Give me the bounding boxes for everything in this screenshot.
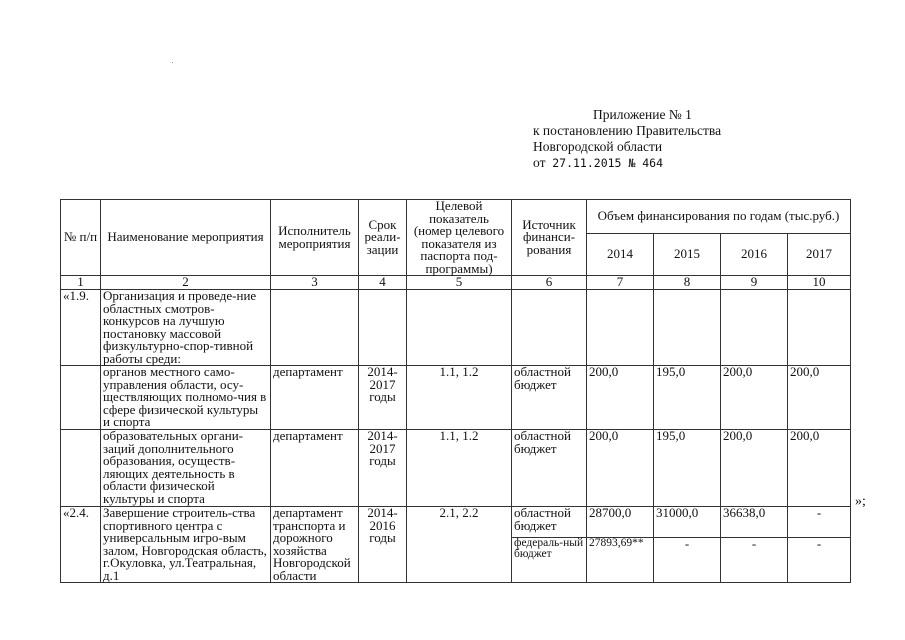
row-executor: департамент (271, 366, 359, 430)
row-num: «2.4. (61, 507, 101, 583)
row-y2016: 36638,0 (721, 507, 788, 538)
row-name: Организация и проведе-ние областных смотров-конкурсов на лучшую постановку массовой физкультурно-спор-тивной работы среди: (101, 290, 271, 366)
header-funding-group: Объем финансирования по годам (тыс.руб.) (587, 200, 851, 234)
col-number: 10 (788, 276, 851, 290)
row-y2014: 27893,69** (587, 537, 654, 582)
row-target: 1.1, 1.2 (407, 366, 512, 430)
row-source: областной бюджет (512, 366, 587, 430)
row-y2016: 200,0 (721, 430, 788, 507)
col-number: 9 (721, 276, 788, 290)
date-value: 27.11.2015 № 464 (552, 156, 664, 170)
row-name: Завершение строитель-ства спортивного центра с универсальным игро-вым залом, Новгородская область, г.Окуловка, ул.Театральная, д.1 (101, 507, 271, 583)
row-y2017: - (788, 537, 851, 582)
row-term: 2014-2016 годы (359, 507, 407, 583)
header-term: Срок реали-зации (359, 200, 407, 276)
row-y2015: 195,0 (654, 430, 721, 507)
row-y2014: 200,0 (587, 430, 654, 507)
header-year-2016: 2016 (721, 233, 788, 275)
row-target: 2.1, 2.2 (407, 507, 512, 583)
col-number: 2 (101, 276, 271, 290)
row-target: 1.1, 1.2 (407, 430, 512, 507)
appendix-region: Новгородской области (533, 139, 663, 154)
row-source: областной бюджет (512, 430, 587, 507)
appendix-resolution: к постановлению Правительства (533, 123, 722, 138)
col-number: 6 (512, 276, 587, 290)
row-term: 2014-2017 годы (359, 430, 407, 507)
col-number: 1 (61, 276, 101, 290)
col-number: 8 (654, 276, 721, 290)
header-source: Источник финанси-рования (512, 200, 587, 276)
col-number: 4 (359, 276, 407, 290)
row-source: федераль-ный бюджет (512, 537, 587, 582)
row-y2014: 200,0 (587, 366, 654, 430)
col-number: 7 (587, 276, 654, 290)
row-num: «1.9. (61, 290, 101, 366)
table-row (61, 290, 851, 366)
col-number: 5 (407, 276, 512, 290)
col-number: 3 (271, 276, 359, 290)
header-year-2017: 2017 (788, 233, 851, 275)
header-num: № п/п (61, 200, 101, 276)
appendix-title: Приложение № 1 (593, 107, 692, 122)
header-executor: Исполнитель мероприятия (271, 200, 359, 276)
row-executor: департамент (271, 430, 359, 507)
row-y2017: 200,0 (788, 430, 851, 507)
row-y2015: - (654, 537, 721, 582)
row-y2017: - (788, 507, 851, 538)
row-y2015: 31000,0 (654, 507, 721, 538)
appendix-date-line (533, 155, 721, 171)
table-row (61, 366, 851, 430)
header-year-2014: 2014 (587, 233, 654, 275)
row-name: органов местного само-управления области, осу-ществляющих полномо-чия в сфере физической культуры и спорта (101, 366, 271, 430)
row-y2015: 195,0 (654, 366, 721, 430)
appendix-header (533, 107, 721, 171)
table-row (61, 430, 851, 507)
closing-mark: »; (855, 494, 866, 509)
row-source: областной бюджет (512, 507, 587, 538)
row-y2016: - (721, 537, 788, 582)
table-row (61, 507, 851, 538)
row-y2014: 28700,0 (587, 507, 654, 538)
row-y2017: 200,0 (788, 366, 851, 430)
header-target: Целевой показатель (номер целевого показателя из паспорта под-программы) (407, 200, 512, 276)
scan-speck (172, 62, 173, 63)
funding-table (60, 199, 851, 583)
row-name: образовательных органи-заций дополнительного образования, осуществ-ляющих деятельность в области физической культуры и спорта (101, 430, 271, 507)
row-y2016: 200,0 (721, 366, 788, 430)
header-name: Наименование мероприятия (101, 200, 271, 276)
row-executor: департамент транспорта и дорожного хозяйства Новгородской области (271, 507, 359, 583)
date-prefix: от (533, 155, 546, 170)
header-year-2015: 2015 (654, 233, 721, 275)
row-term: 2014-2017 годы (359, 366, 407, 430)
